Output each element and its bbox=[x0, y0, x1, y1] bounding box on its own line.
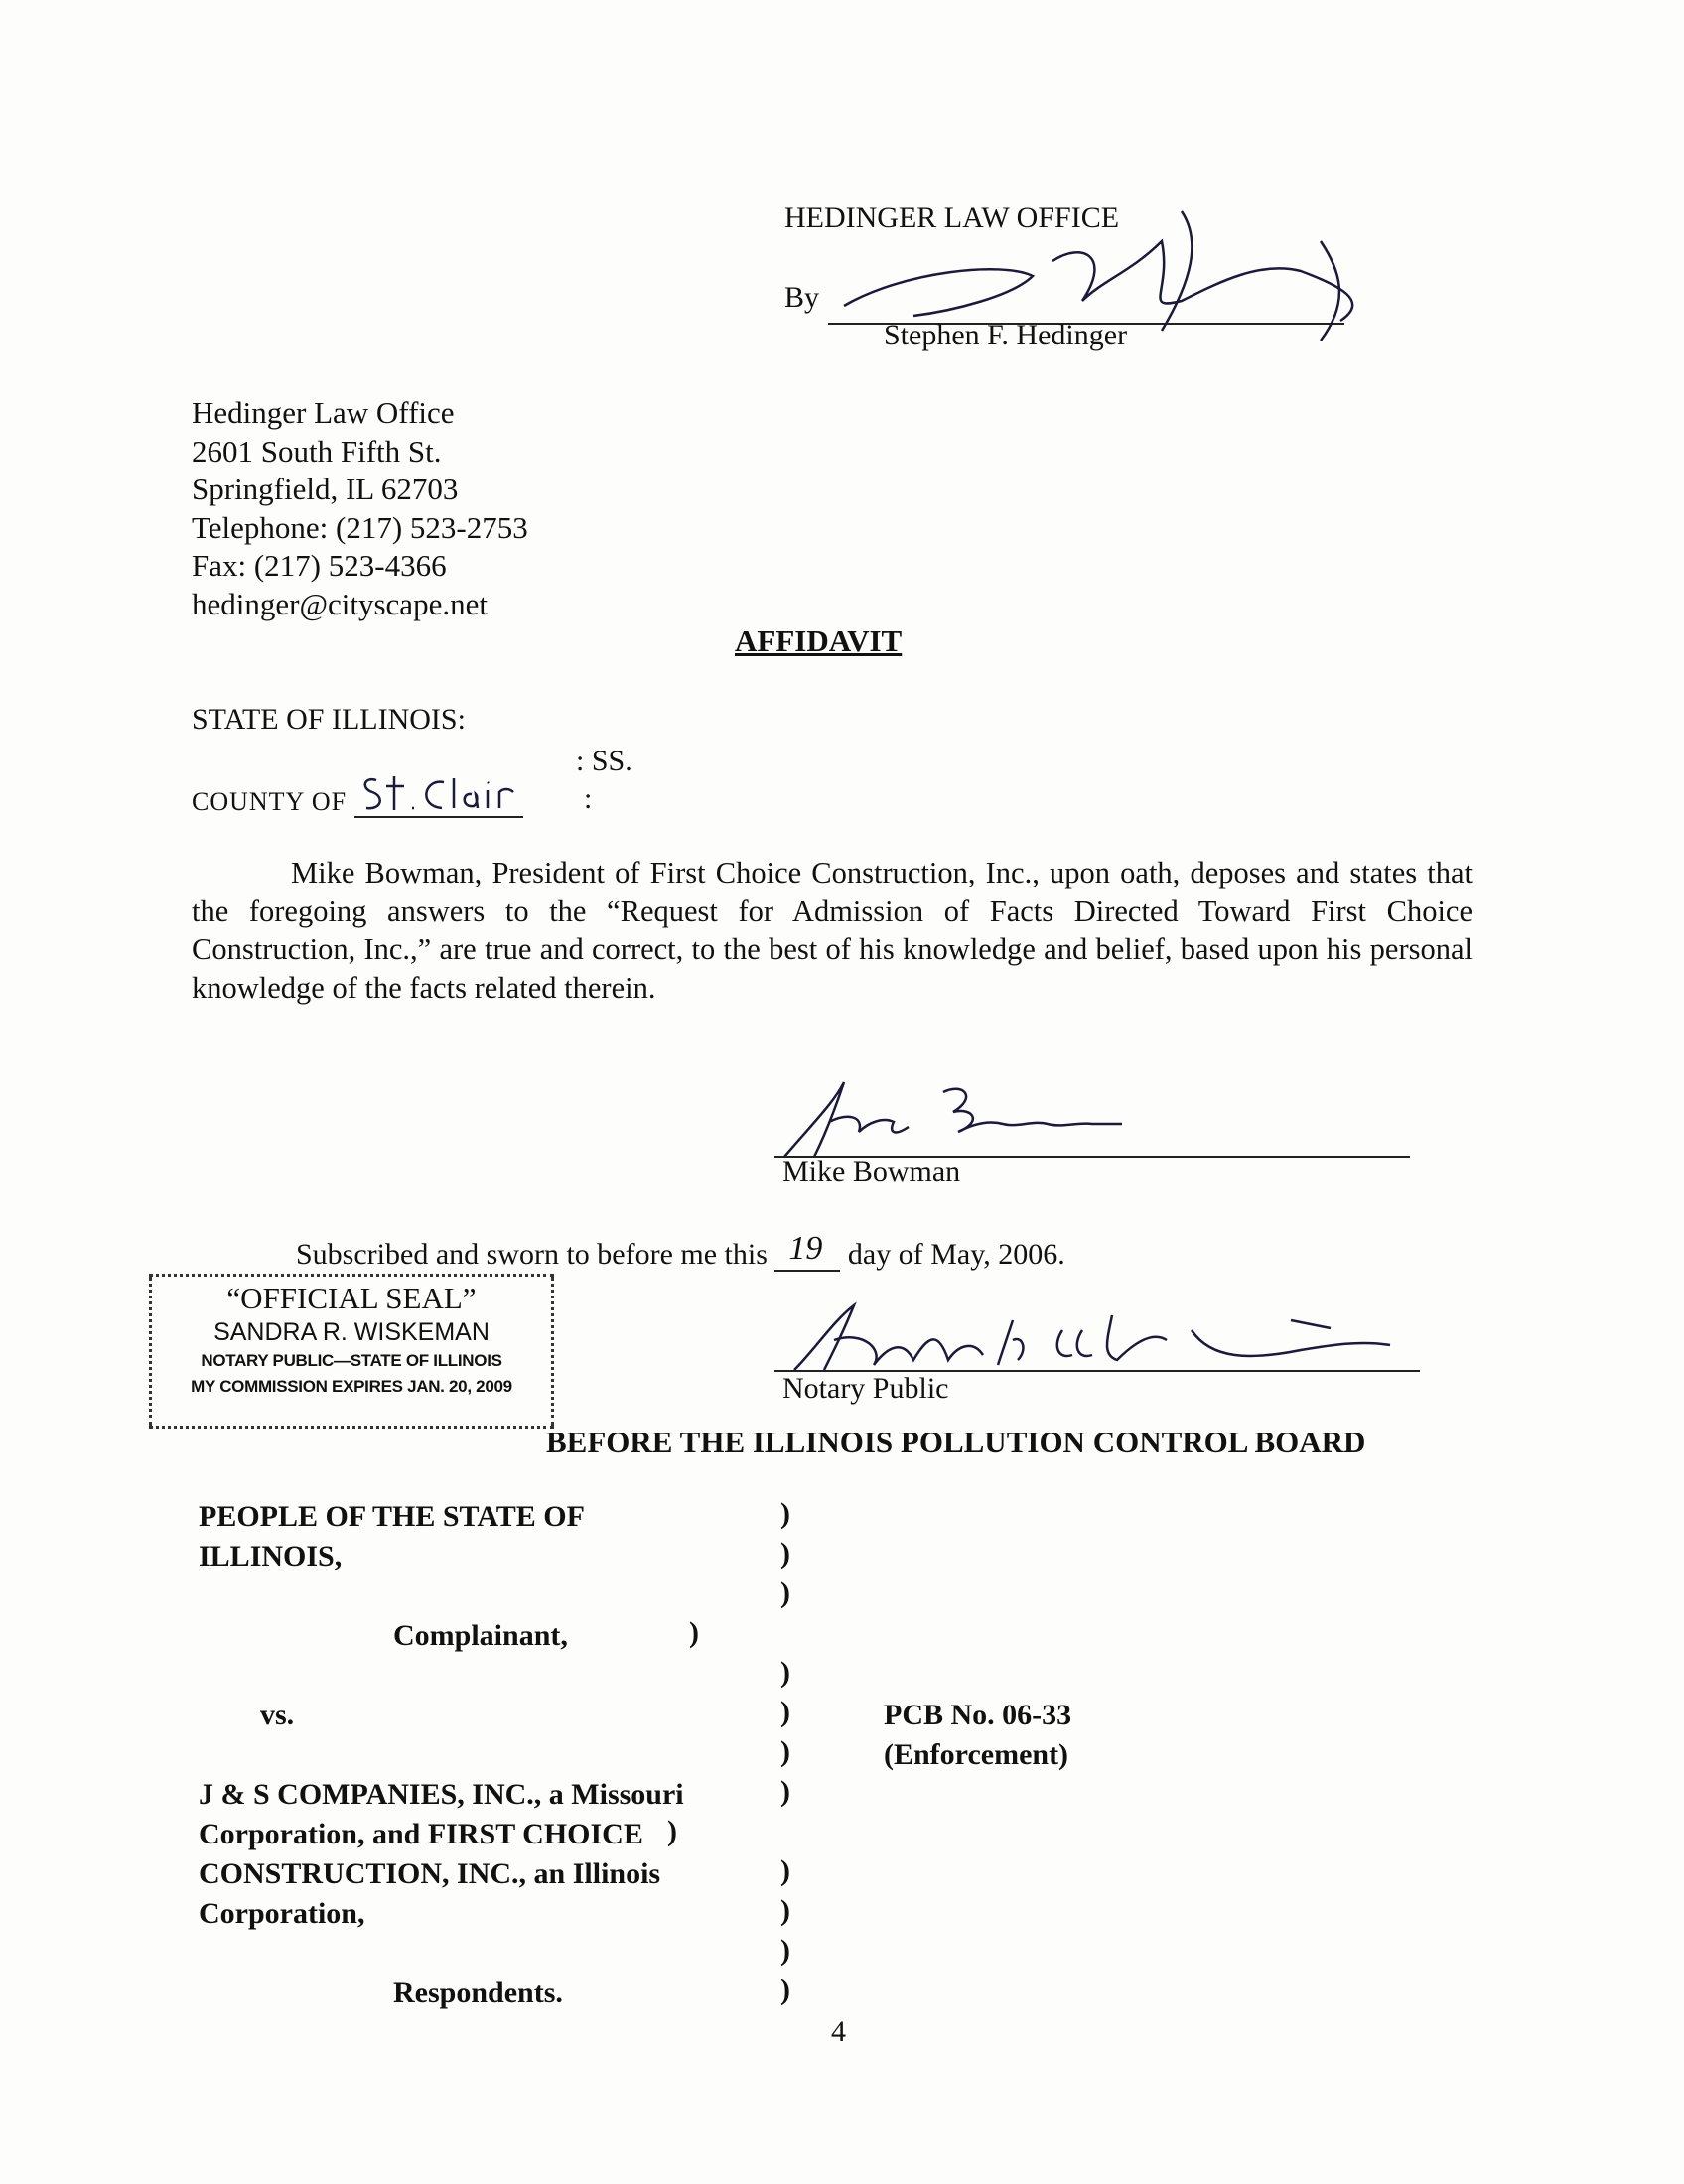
respondent-role: Respondents. bbox=[393, 1977, 563, 2009]
respondent-line-2: Corporation, and FIRST CHOICE bbox=[199, 1818, 643, 1850]
county-colon: : bbox=[584, 782, 593, 815]
by-label: By bbox=[784, 281, 820, 314]
address-line: hedinger@cityscape.net bbox=[192, 586, 488, 621]
sworn-day-handwritten bbox=[774, 1230, 840, 1272]
handwritten-signature-wiskeman bbox=[774, 1291, 1420, 1380]
respondent-line-1: J & S COMPANIES, INC., a Missouri bbox=[199, 1778, 684, 1811]
caption-paren: ) bbox=[780, 1735, 790, 1768]
attorney-signature-block bbox=[784, 202, 1380, 360]
complainant-line-2: ILLINOIS, bbox=[199, 1540, 343, 1572]
complainant-role: Complainant, bbox=[393, 1619, 568, 1652]
state-line: STATE OF ILLINOIS: bbox=[192, 703, 466, 736]
affiant-signature-block bbox=[774, 1062, 1410, 1191]
official-seal-stamp bbox=[149, 1274, 554, 1429]
versus: vs. bbox=[260, 1699, 295, 1731]
affiant-name: Mike Bowman bbox=[782, 1156, 961, 1188]
notary-label: Notary Public bbox=[782, 1372, 949, 1405]
sworn-suffix: day of May, 2006. bbox=[847, 1238, 1065, 1271]
address-line: Springfield, IL 62703 bbox=[192, 472, 459, 506]
county-line bbox=[192, 776, 523, 818]
caption-paren: ) bbox=[780, 1974, 790, 2006]
board-title: BEFORE THE ILLINOIS POLLUTION CONTROL BOARD bbox=[546, 1425, 1366, 1459]
caption-paren: ) bbox=[780, 1696, 790, 1728]
firm-name: HEDINGER LAW OFFICE bbox=[784, 202, 1120, 234]
handwritten-signature-hedinger bbox=[784, 202, 1380, 360]
seal-jurisdiction: NOTARY PUBLIC—STATE OF ILLINOIS bbox=[201, 1351, 502, 1370]
caption-paren: ) bbox=[780, 1775, 790, 1808]
seal-notary-name: SANDRA R. WISKEMAN bbox=[213, 1318, 490, 1346]
address-line: Hedinger Law Office bbox=[192, 395, 455, 430]
sworn-statement bbox=[296, 1230, 1065, 1272]
case-type: (Enforcement) bbox=[884, 1738, 1069, 1771]
respondent-line-3: CONSTRUCTION, INC., an Illinois bbox=[199, 1857, 661, 1890]
caption-paren: ) bbox=[780, 1894, 790, 1927]
respondent-line-4: Corporation, bbox=[199, 1897, 365, 1930]
caption-paren: ) bbox=[780, 1854, 790, 1887]
address-line: Fax: (217) 523-4366 bbox=[192, 548, 447, 583]
county-label: COUNTY OF bbox=[192, 787, 348, 816]
case-number: PCB No. 06-33 bbox=[884, 1699, 1072, 1731]
ss-mark: : SS. bbox=[576, 745, 632, 777]
caption-paren: ) bbox=[780, 1537, 790, 1570]
page-number: 4 bbox=[831, 2015, 846, 2048]
handwritten-county-st-clair bbox=[354, 766, 523, 814]
caption-paren: ) bbox=[780, 1576, 790, 1609]
caption-paren: ) bbox=[780, 1934, 790, 1967]
address-line: Telephone: (217) 523-2753 bbox=[192, 509, 528, 545]
caption-paren: ) bbox=[667, 1815, 677, 1847]
attorney-address bbox=[192, 394, 688, 623]
handwritten-signature-bowman bbox=[774, 1062, 1410, 1161]
affidavit-body: Mike Bowman, President of First Choice Construction, Inc., upon oath, deposes and states that the foregoing answers to the “Request for Admission of Facts Directed Toward First Choice Construction, Inc.,” are true and correct, to the best of his knowledge and belief, based upon his personal knowledge of the facts related therein. bbox=[192, 856, 1473, 1005]
seal-title: “OFFICIAL SEAL” bbox=[226, 1281, 477, 1315]
sworn-day: 19 bbox=[788, 1230, 823, 1267]
address-line: 2601 South Fifth St. bbox=[192, 433, 442, 469]
complainant-line-1: PEOPLE OF THE STATE OF bbox=[199, 1500, 585, 1533]
affidavit-title: AFFIDAVIT bbox=[735, 623, 903, 658]
caption-paren: ) bbox=[689, 1616, 699, 1649]
caption-paren: ) bbox=[780, 1656, 790, 1689]
caption-paren: ) bbox=[780, 1497, 790, 1530]
sworn-prefix: Subscribed and sworn to before me this bbox=[296, 1238, 768, 1271]
notary-signature-block bbox=[774, 1291, 1420, 1420]
seal-expiration: MY COMMISSION EXPIRES JAN. 20, 2009 bbox=[191, 1377, 512, 1396]
signer-name: Stephen F. Hedinger bbox=[884, 319, 1128, 351]
county-handwritten bbox=[354, 776, 523, 818]
